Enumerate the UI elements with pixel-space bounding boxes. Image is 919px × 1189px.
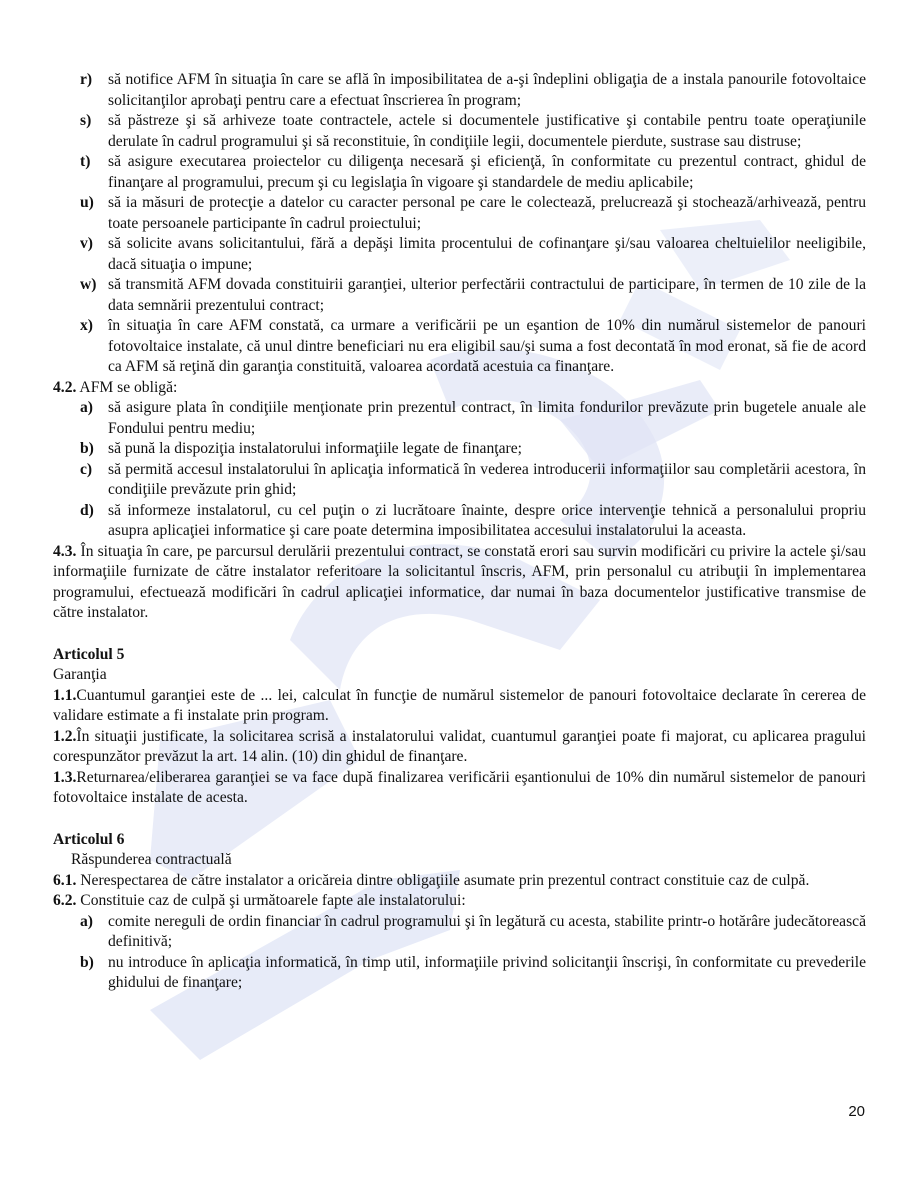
item-text: să pună la dispoziţia instalatorului informaţiile legate de finanţare; — [108, 440, 522, 457]
para-text: În situaţii justificate, la solicitarea scrisă a instalatorului validat, cuantumul garanţiei poate fi majorat, cu aplicarea pragului corespunzător prevăzut la art. 14 alin. (10) din ghidul de finanţare. — [53, 727, 866, 765]
article-5-title: Articolul 5 — [53, 645, 125, 663]
list-item — [53, 912, 866, 953]
article-6-para-6-1 — [53, 871, 866, 892]
list-item — [53, 953, 866, 994]
item-text: să informeze instalatorul, cu cel puţin o zi lucrătoare înainte, despre orice intervenţie tehnică a personalului propriu asupra aplicaţiei informatice şi care poate determina imposibilitatea accesului instalatorului la aceasta. — [108, 501, 866, 539]
culpa-list-6-2 — [53, 912, 866, 994]
item-label: x) — [80, 317, 93, 334]
list-item — [53, 275, 866, 316]
para-number: 1.2. — [53, 727, 77, 745]
list-item — [53, 398, 866, 439]
para-number: 1.1. — [53, 686, 77, 704]
list-item — [53, 316, 866, 378]
item-text: să transmită AFM dovada constituirii garanţiei, ulterior perfectării contractului de participare, în termen de 10 zile de la data semnării prezentului contract; — [108, 276, 866, 314]
para-text: Nerespectarea de către instalator a oricăreia dintre obligaţiile asumate prin prezentul contract constituie caz de culpă. — [76, 871, 810, 889]
document-body — [53, 70, 866, 994]
item-label: s) — [80, 112, 92, 129]
list-item — [53, 234, 866, 275]
item-label: b) — [80, 953, 94, 971]
list-item — [53, 193, 866, 234]
item-label: w) — [80, 276, 97, 293]
list-item — [53, 460, 866, 501]
item-text: comite nereguli de ordin financiar în cadrul programului şi în legătură cu acesta, stabilite printr-o hotărâre judecătorească definitivă; — [108, 912, 866, 950]
section-4-2 — [53, 378, 866, 399]
item-label: t) — [80, 153, 91, 170]
item-label: c) — [80, 460, 93, 478]
item-text: să permită accesul instalatorului în aplicaţia informatică în vederea introducerii informaţiilor sau completării acestora, în condiţiile prevăzute prin ghid; — [108, 460, 866, 498]
article-6-para-6-2 — [53, 891, 866, 912]
article-5-para-1-3 — [53, 768, 866, 809]
obligations-list-4-2 — [53, 398, 866, 542]
section-number: 4.3. — [53, 542, 77, 560]
list-item — [53, 152, 866, 193]
section-text: AFM se obligă: — [76, 378, 178, 396]
item-text: să ia măsuri de protecţie a datelor cu caracter personal pe care le colectează, prelucrează şi stochează/arhivează, pentru toate persoanele participante în cadrul proiectului; — [108, 194, 866, 232]
para-text: Cuantumul garanţiei este de ... lei, calculat în funcţie de numărul sistemelor de panouri fotovoltaice declarate în cererea de validare estimate a fi instalate prin program. — [53, 686, 866, 724]
item-text: nu introduce în aplicaţia informatică, în timp util, informaţiile privind solicitanţii înscrişi, în conformitate cu prevederile ghidului de finanţare; — [108, 953, 866, 991]
item-text: în situaţia în care AFM constată, ca urmare a verificării pe un eşantion de 10% din numărul sistemelor de panouri fotovoltaice instalate, că unul dintre beneficiari nu era eligibil sau/şi suma a fost decontată în mod eronat, să fie de acord ca AFM să reţină din garanţia constituită, valoarea acordată acestuia ca finanţare. — [108, 317, 866, 375]
item-label: v) — [80, 235, 93, 252]
item-label: b) — [80, 440, 94, 457]
item-label: u) — [80, 194, 94, 211]
list-item — [53, 501, 866, 542]
para-number: 6.1. — [53, 871, 77, 889]
article-6-subtitle: Răspunderea contractuală — [71, 851, 232, 868]
para-number: 6.2. — [53, 892, 77, 909]
obligations-list-4-1 — [53, 70, 866, 378]
item-text: să solicite avans solicitantului, fără a depăşi limita procentului de cofinanţare şi/sau valoarea cheltuielilor neeligibile, dacă situaţia o impune; — [108, 235, 866, 273]
page-number: 20 — [848, 1103, 865, 1120]
section-text: În situaţia în care, pe parcursul derulării prezentului contract, se constată erori sau survin modificări cu privire la actele şi/sau informaţiile furnizate de către instalator referitoare la solicitantul înscris, AFM, prin personalul cu atribuţii în implementarea programului, efectuează modificări în cadrul aplicaţiei informatice, dar numai în baza documentelor justificative transmise de către instalator. — [53, 542, 866, 621]
para-number: 1.3. — [53, 768, 77, 786]
item-text: să păstreze şi să arhiveze toate contractele, actele si documentele justificative şi contabile pentru toate operaţiunile derulate în cadrul programului şi să reconstituie, în condiţiile legii, documentele pierdute, sustrase sau distruse; — [108, 112, 866, 150]
item-text: să asigure plata în condiţiile menţionate prin prezentul contract, în limita fondurilor prevăzute prin bugetele anuale ale Fondului pentru mediu; — [108, 399, 866, 437]
item-label: a) — [80, 399, 93, 416]
item-label: d) — [80, 501, 94, 519]
para-text: Constituie caz de culpă şi următoarele fapte ale instalatorului: — [76, 892, 466, 909]
para-text: Returnarea/eliberarea garanţiei se va face după finalizarea verificării eşantionului de 10% din numărul sistemelor de panouri fotovoltaice instalate de acesta. — [53, 768, 866, 806]
article-6-title: Articolul 6 — [53, 830, 125, 848]
section-number: 4.2. — [53, 378, 77, 396]
article-5-para-1-1 — [53, 686, 866, 727]
list-item — [53, 70, 866, 111]
list-item — [53, 111, 866, 152]
section-4-3 — [53, 542, 866, 624]
item-text: să notifice AFM în situaţia în care se află în imposibilitatea de a-şi îndeplini obligaţia de a instala panourile fotovoltaice solicitanţilor aprobaţi pentru care a efectuat înscrierea în program; — [108, 71, 866, 109]
item-label: r) — [80, 71, 93, 88]
item-label: a) — [80, 912, 93, 930]
article-5-subtitle: Garanţia — [53, 666, 107, 683]
article-5-para-1-2 — [53, 727, 866, 768]
item-text: să asigure executarea proiectelor cu diligenţa necesară şi eficienţă, în conformitate cu prezentul contract, ghidul de finanţare al programului, precum şi cu legislaţia în vigoare şi standardele de mediu aplicabile; — [108, 153, 866, 191]
list-item — [53, 439, 866, 460]
